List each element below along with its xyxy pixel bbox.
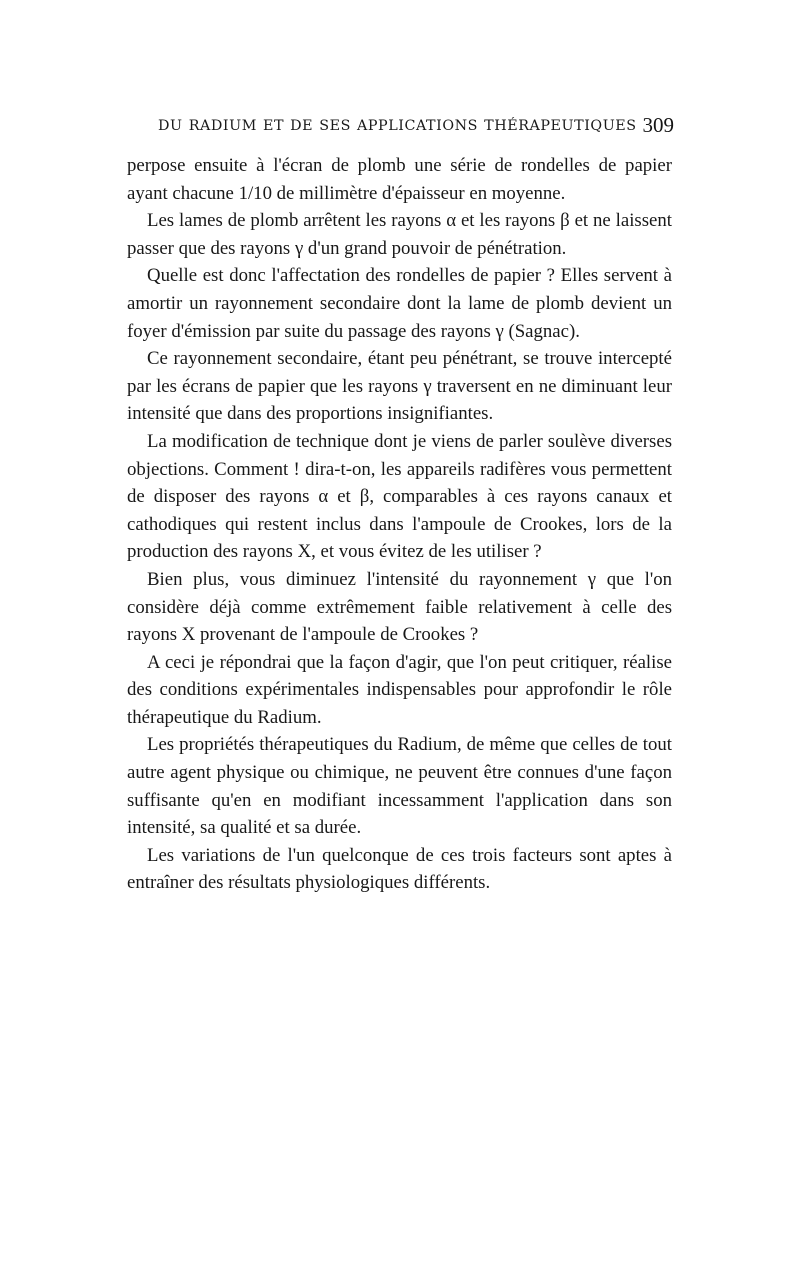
page-number: 309 xyxy=(642,113,674,137)
paragraph: Les propriétés thérapeutiques du Radium, de même que celles de tout autre agent physique ou chimique, ne peuvent être connues d'une façon suffisante qu'en en modifiant incessamment l'application dans son intensité, sa qualité et sa durée. xyxy=(127,734,672,839)
running-title: DU RADIUM ET DE SES APPLICATIONS THÉRAPEUTIQUES xyxy=(158,118,637,134)
paragraph: Bien plus, vous diminuez l'intensité du rayonnement γ que l'on considère déjà comme extrêmement faible relativement à celle des rayons X provenant de l'ampoule de Crookes ? xyxy=(127,568,672,646)
paragraph: A ceci je répondrai que la façon d'agir, que l'on peut critiquer, réalise des conditions expérimentales indispensables pour approfondir le rôle thérapeutique du Radium. xyxy=(127,651,672,728)
paragraph: Les variations de l'un quelconque de ces trois facteurs sont aptes à entraîner des résultats physiologiques différents. xyxy=(127,844,672,894)
paragraph: Les lames de plomb arrêtent les rayons α et les rayons β et ne laissent passer que des rayons γ d'un grand pouvoir de pénétration. xyxy=(127,210,672,259)
body-text xyxy=(127,152,672,897)
paragraph: Quelle est donc l'affectation des rondelles de papier ? Elles servent à amortir un rayonnement secondaire dont la lame de plomb devient un foyer d'émission par suite du passage des rayons γ (Sagnac). xyxy=(127,265,672,342)
paragraph: La modification de technique dont je viens de parler soulève diverses objections. Comment ! dira-t-on, les appareils radifères vous permettent de disposer des rayons α et β, comparables à ces rayons canaux et cathodiques qui restent inclus dans l'ampoule de Crookes, lors de la production des rayons X, et vous évitez de les utiliser ? xyxy=(127,430,672,563)
paragraph: Ce rayonnement secondaire, étant peu pénétrant, se trouve intercepté par les écrans de papier que les rayons γ traversent en ne diminuant leur intensité que dans des proportions insignifiantes. xyxy=(127,348,672,425)
paragraph: perpose ensuite à l'écran de plomb une série de rondelles de papier ayant chacune 1/10 de millimètre d'épaisseur en moyenne. xyxy=(127,155,672,204)
running-header xyxy=(128,113,674,146)
